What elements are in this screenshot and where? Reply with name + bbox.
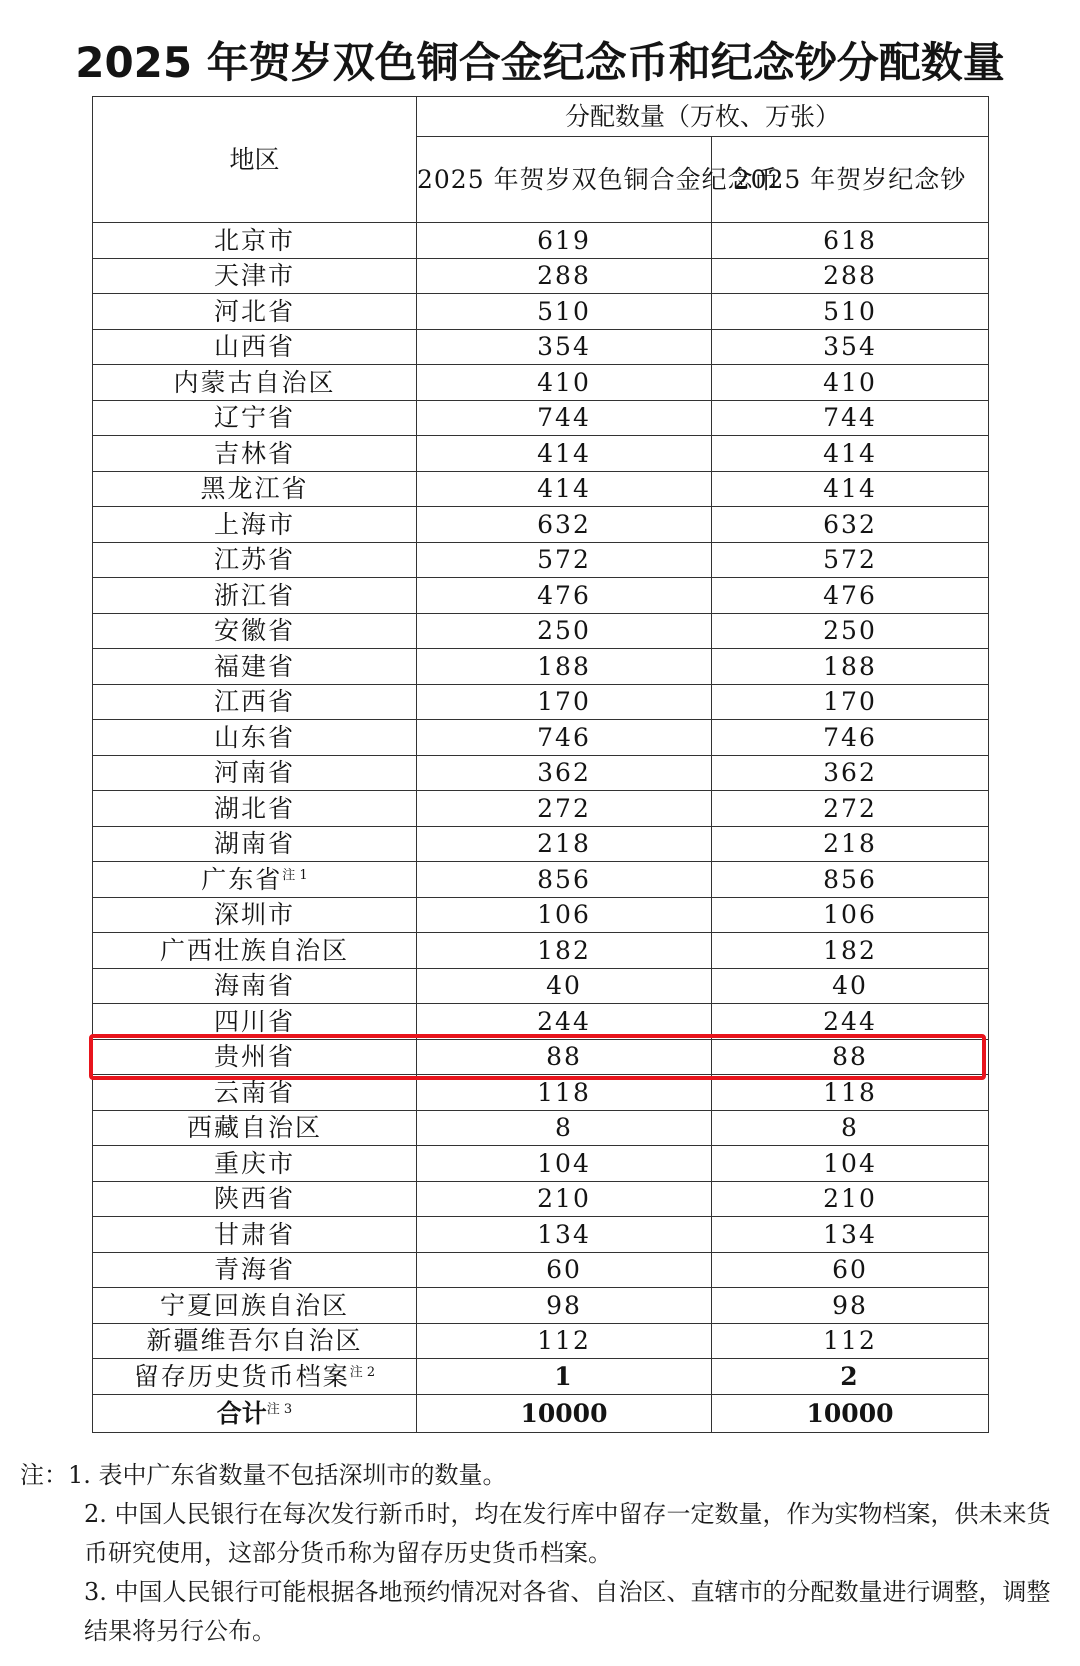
- coin-quantity-cell: 354: [417, 329, 712, 365]
- region-cell: [93, 1110, 417, 1146]
- note-column-header: 2025 年贺岁纪念钞: [712, 137, 989, 223]
- table-row: [93, 365, 989, 401]
- region-name: 吉林省: [213, 438, 295, 468]
- coin-quantity-cell: 476: [417, 578, 712, 614]
- note-quantity-cell: 746: [712, 720, 989, 756]
- total-footnote-marker: 注 3: [266, 1401, 293, 1417]
- coin-quantity-cell: 60: [417, 1252, 712, 1288]
- note-quantity-cell: 134: [712, 1217, 989, 1253]
- coin-quantity-cell: 410: [417, 365, 712, 401]
- note-quantity-cell: 510: [712, 294, 989, 330]
- total-label-cell: [93, 1394, 417, 1432]
- table-row: [93, 542, 989, 578]
- guizhou-highlight-box: [89, 1034, 986, 1080]
- coin-quantity-cell: 104: [417, 1146, 712, 1182]
- note-quantity-cell: 744: [712, 400, 989, 436]
- region-name: 山西省: [213, 332, 295, 362]
- table-row: [93, 329, 989, 365]
- region-name: 青海省: [213, 1255, 295, 1285]
- note-quantity-cell: 362: [712, 755, 989, 791]
- region-cell: [93, 400, 417, 436]
- table-row: [93, 862, 989, 898]
- note-quantity-cell: 2: [712, 1359, 989, 1395]
- region-cell: [93, 1075, 417, 1111]
- coin-quantity-cell: 98: [417, 1288, 712, 1324]
- note-quantity-cell: 414: [712, 436, 989, 472]
- note-quantity-cell: 210: [712, 1181, 989, 1217]
- note-quantity-cell: 288: [712, 258, 989, 294]
- region-cell: [93, 542, 417, 578]
- region-name: 浙江省: [213, 580, 295, 610]
- note-quantity-cell: 414: [712, 471, 989, 507]
- region-name: 上海市: [213, 509, 295, 539]
- total-label: 合计: [216, 1398, 267, 1428]
- coin-quantity-cell: 118: [417, 1075, 712, 1111]
- note-quantity-cell: 632: [712, 507, 989, 543]
- note-quantity-cell: 572: [712, 542, 989, 578]
- region-cell: [93, 578, 417, 614]
- note-quantity-cell: 118: [712, 1075, 989, 1111]
- note-quantity-cell: 112: [712, 1323, 989, 1359]
- region-cell: [93, 471, 417, 507]
- region-name: 西藏自治区: [186, 1113, 322, 1143]
- region-cell: [93, 791, 417, 827]
- region-cell: [93, 258, 417, 294]
- region-cell: [93, 684, 417, 720]
- coin-quantity-cell: 510: [417, 294, 712, 330]
- table-row: [93, 613, 989, 649]
- region-name: 辽宁省: [213, 403, 295, 433]
- footnote-marker: 注 2: [349, 1364, 376, 1380]
- table-row: [93, 1252, 989, 1288]
- quantity-group-header: 分配数量（万枚、万张）: [417, 97, 989, 137]
- region-cell: [93, 862, 417, 898]
- region-cell: [93, 720, 417, 756]
- table-row: [93, 1181, 989, 1217]
- note-quantity-cell: 170: [712, 684, 989, 720]
- table-row: [93, 507, 989, 543]
- note-quantity-cell: 618: [712, 223, 989, 259]
- region-cell: [93, 507, 417, 543]
- note-quantity-cell: 182: [712, 933, 989, 969]
- coin-quantity-cell: 182: [417, 933, 712, 969]
- region-name: 安徽省: [213, 616, 295, 646]
- table-row: [93, 791, 989, 827]
- region-cell: [93, 223, 417, 259]
- note-quantity-cell: 218: [712, 826, 989, 862]
- footnotes: [20, 1456, 1065, 1651]
- region-name: 留存历史货币档案: [133, 1361, 350, 1391]
- region-cell: [93, 1146, 417, 1182]
- coin-quantity-cell: 8: [417, 1110, 712, 1146]
- note-quantity-cell: 476: [712, 578, 989, 614]
- table-row: [93, 1359, 989, 1395]
- region-cell: [93, 968, 417, 1004]
- table-row: [93, 400, 989, 436]
- coin-quantity-cell: 288: [417, 258, 712, 294]
- coin-quantity-cell: 244: [417, 1004, 712, 1040]
- coin-quantity-cell: 414: [417, 436, 712, 472]
- table-row: [93, 897, 989, 933]
- table-row: [93, 578, 989, 614]
- coin-quantity-cell: 619: [417, 223, 712, 259]
- region-name: 深圳市: [213, 900, 295, 930]
- table-row: [93, 1217, 989, 1253]
- distribution-table: [92, 96, 989, 1433]
- region-name: 宁夏回族自治区: [159, 1290, 349, 1320]
- footnote-marker: 注 1: [282, 867, 308, 883]
- table-row: [93, 1075, 989, 1111]
- coin-quantity-cell: 218: [417, 826, 712, 862]
- total-row: [93, 1394, 989, 1432]
- region-name: 四川省: [213, 1006, 295, 1036]
- coin-quantity-cell: 106: [417, 897, 712, 933]
- total-coin-cell: 10000: [417, 1394, 712, 1432]
- note-quantity-cell: 410: [712, 365, 989, 401]
- region-cell: [93, 1217, 417, 1253]
- region-cell: [93, 1181, 417, 1217]
- note-quantity-cell: 8: [712, 1110, 989, 1146]
- region-cell: [93, 436, 417, 472]
- region-name: 新疆维吾尔自治区: [146, 1326, 363, 1356]
- table-row: [93, 826, 989, 862]
- coin-quantity-cell: 272: [417, 791, 712, 827]
- note-quantity-cell: 272: [712, 791, 989, 827]
- table-row: [93, 649, 989, 685]
- region-cell: [93, 294, 417, 330]
- table-row: [93, 258, 989, 294]
- coin-quantity-cell: 134: [417, 1217, 712, 1253]
- region-cell: [93, 329, 417, 365]
- region-cell: [93, 933, 417, 969]
- region-cell: [93, 897, 417, 933]
- table-row: [93, 1323, 989, 1359]
- table-body: [93, 223, 989, 1395]
- table-row: [93, 1110, 989, 1146]
- region-name: 福建省: [213, 651, 295, 681]
- region-name: 广西壮族自治区: [159, 935, 349, 965]
- table-row: [93, 436, 989, 472]
- region-cell: [93, 826, 417, 862]
- table-row: [93, 684, 989, 720]
- coin-quantity-cell: 1: [417, 1359, 712, 1395]
- note-quantity-cell: 88: [712, 1039, 989, 1075]
- region-name: 内蒙古自治区: [173, 367, 336, 397]
- region-cell: [93, 649, 417, 685]
- region-cell: [93, 1323, 417, 1359]
- region-name: 广东省: [201, 864, 283, 894]
- note-quantity-cell: 188: [712, 649, 989, 685]
- table-row: [93, 720, 989, 756]
- coin-quantity-cell: 40: [417, 968, 712, 1004]
- region-name: 河北省: [213, 296, 295, 326]
- coin-quantity-cell: 88: [417, 1039, 712, 1075]
- note-quantity-cell: 60: [712, 1252, 989, 1288]
- table-row: [93, 1146, 989, 1182]
- table-row: [93, 968, 989, 1004]
- note-quantity-cell: 244: [712, 1004, 989, 1040]
- region-name: 山东省: [213, 722, 295, 752]
- coin-quantity-cell: 746: [417, 720, 712, 756]
- region-cell: [93, 1252, 417, 1288]
- document-title: 2025 年贺岁双色铜合金纪念币和纪念钞分配数量: [75, 38, 1005, 87]
- region-name: 海南省: [213, 971, 295, 1001]
- region-cell: [93, 1359, 417, 1395]
- region-cell: [93, 613, 417, 649]
- region-name: 河南省: [213, 758, 295, 788]
- note-quantity-cell: 250: [712, 613, 989, 649]
- region-name: 重庆市: [213, 1148, 295, 1178]
- coin-column-header: 2025 年贺岁双色铜合金纪念币: [417, 137, 712, 223]
- note-quantity-cell: 40: [712, 968, 989, 1004]
- region-column-header: 地区: [93, 97, 417, 223]
- table-row: [93, 471, 989, 507]
- note-quantity-cell: 354: [712, 329, 989, 365]
- region-cell: [93, 755, 417, 791]
- coin-quantity-cell: 112: [417, 1323, 712, 1359]
- region-name: 云南省: [213, 1077, 295, 1107]
- footnote-1: 注：1. 表中广东省数量不包括深圳市的数量。: [20, 1461, 507, 1489]
- table-row: [93, 223, 989, 259]
- coin-quantity-cell: 362: [417, 755, 712, 791]
- coin-quantity-cell: 170: [417, 684, 712, 720]
- region-cell: [93, 1288, 417, 1324]
- table-row: [93, 294, 989, 330]
- coin-quantity-cell: 632: [417, 507, 712, 543]
- total-note-cell: 10000: [712, 1394, 989, 1432]
- coin-quantity-cell: 572: [417, 542, 712, 578]
- region-name: 陕西省: [213, 1184, 295, 1214]
- coin-quantity-cell: 744: [417, 400, 712, 436]
- table-row: [93, 933, 989, 969]
- table-row: [93, 1288, 989, 1324]
- coin-quantity-cell: 856: [417, 862, 712, 898]
- coin-quantity-cell: 250: [417, 613, 712, 649]
- region-name: 北京市: [213, 225, 295, 255]
- region-name: 江西省: [213, 687, 295, 717]
- note-quantity-cell: 104: [712, 1146, 989, 1182]
- region-name: 湖南省: [213, 829, 295, 859]
- note-quantity-cell: 98: [712, 1288, 989, 1324]
- region-cell: [93, 365, 417, 401]
- coin-quantity-cell: 210: [417, 1181, 712, 1217]
- region-name: 甘肃省: [213, 1219, 295, 1249]
- coin-quantity-cell: 414: [417, 471, 712, 507]
- region-name: 江苏省: [213, 545, 295, 575]
- region-name: 贵州省: [213, 1042, 295, 1072]
- footnote-3: 3. 中国人民银行可能根据各地预约情况对各省、自治区、直辖市的分配数量进行调整，调整结果将另行公布。: [84, 1578, 1051, 1645]
- region-name: 黑龙江省: [200, 474, 309, 504]
- table-row: [93, 755, 989, 791]
- region-name: 湖北省: [213, 793, 295, 823]
- coin-quantity-cell: 188: [417, 649, 712, 685]
- note-quantity-cell: 106: [712, 897, 989, 933]
- footnote-2: 2. 中国人民银行在每次发行新币时，均在发行库中留存一定数量，作为实物档案，供未来货币研究使用，这部分货币称为留存历史货币档案。: [84, 1500, 1051, 1567]
- note-quantity-cell: 856: [712, 862, 989, 898]
- region-name: 天津市: [213, 261, 295, 291]
